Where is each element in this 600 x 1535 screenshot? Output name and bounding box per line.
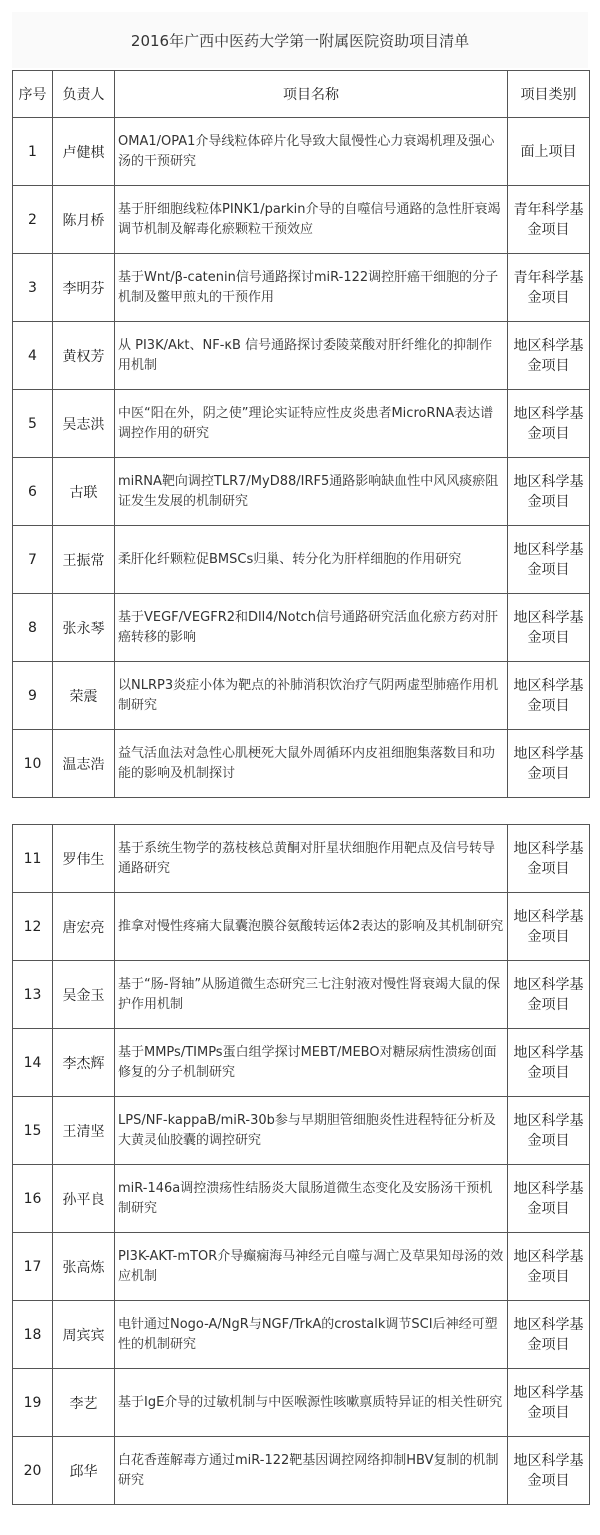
header-category: 项目类别: [508, 71, 590, 118]
row-category: 青年科学基金项目: [508, 186, 590, 254]
row-person: 卢健棋: [53, 118, 115, 186]
row-category: 地区科学基金项目: [508, 1029, 590, 1097]
row-project-name: 以NLRP3炎症小体为靶点的补肺消积饮治疗气阴两虚型肺癌作用机制研究: [115, 662, 508, 730]
row-project-name: 电针通过Nogo-A/NgR与NGF/TrkA的crostalk调节SCI后神经可塑性的机制研究: [115, 1301, 508, 1369]
row-project-name: PI3K-AKT-mTOR介导癫痫海马神经元自噬与凋亡及草果知母汤的效应机制: [115, 1233, 508, 1301]
header-person: 负责人: [53, 71, 115, 118]
row-number: 9: [13, 662, 53, 730]
table-row: [13, 322, 590, 390]
row-category: 地区科学基金项目: [508, 1437, 590, 1505]
row-person: 邱华: [53, 1437, 115, 1505]
row-person: 王振常: [53, 526, 115, 594]
table-row: [13, 1437, 590, 1505]
table-row: [13, 893, 590, 961]
row-number: 15: [13, 1097, 53, 1165]
row-project-name: 益气活血法对急性心肌梗死大鼠外周循环内皮祖细胞集落数目和功能的影响及机制探讨: [115, 730, 508, 798]
table-row: [13, 730, 590, 798]
table-row: [13, 825, 590, 893]
row-project-name: 柔肝化纤颗粒促BMSCs归巢、转分化为肝样细胞的作用研究: [115, 526, 508, 594]
row-person: 李明芬: [53, 254, 115, 322]
row-number: 13: [13, 961, 53, 1029]
row-number: 1: [13, 118, 53, 186]
row-category: 地区科学基金项目: [508, 1097, 590, 1165]
row-number: 11: [13, 825, 53, 893]
row-category: 地区科学基金项目: [508, 825, 590, 893]
row-person: 吴金玉: [53, 961, 115, 1029]
row-project-name: 基于IgE介导的过敏机制与中医喉源性咳嗽禀质特异证的相关性研究: [115, 1369, 508, 1437]
table-row: [13, 662, 590, 730]
row-project-name: 白花香莲解毒方通过miR-122靶基因调控网络抑制HBV复制的机制研究: [115, 1437, 508, 1505]
row-person: 李艺: [53, 1369, 115, 1437]
row-project-name: 中医“阳在外，阴之使”理论实证特应性皮炎患者MicroRNA表达谱调控作用的研究: [115, 390, 508, 458]
table-row: [13, 390, 590, 458]
row-number: 4: [13, 322, 53, 390]
row-project-name: LPS/NF-kappaB/miR-30b参与早期胆管细胞炎性进程特征分析及大黄灵仙胶囊的调控研究: [115, 1097, 508, 1165]
row-person: 张高炼: [53, 1233, 115, 1301]
row-category: 地区科学基金项目: [508, 526, 590, 594]
row-person: 罗伟生: [53, 825, 115, 893]
row-number: 10: [13, 730, 53, 798]
row-person: 黄权芳: [53, 322, 115, 390]
row-category: 地区科学基金项目: [508, 390, 590, 458]
row-person: 温志浩: [53, 730, 115, 798]
table-row: [13, 1301, 590, 1369]
row-category: 地区科学基金项目: [508, 893, 590, 961]
row-category: 面上项目: [508, 118, 590, 186]
table-row: [13, 961, 590, 1029]
row-person: 古联: [53, 458, 115, 526]
row-project-name: 基于肝细胞线粒体PINK1/parkin介导的自噬信号通路的急性肝衰竭调节机制及解毒化瘀颗粒干预效应: [115, 186, 508, 254]
row-number: 2: [13, 186, 53, 254]
row-category: 地区科学基金项目: [508, 458, 590, 526]
project-table-part-1: [12, 70, 590, 798]
table-header-row: [13, 71, 590, 118]
row-project-name: 基于Wnt/β-catenin信号通路探讨miR-122调控肝癌干细胞的分子机制及鳖甲煎丸的干预作用: [115, 254, 508, 322]
row-person: 唐宏亮: [53, 893, 115, 961]
table-row: [13, 254, 590, 322]
table-row: [13, 1369, 590, 1437]
row-category: 地区科学基金项目: [508, 730, 590, 798]
row-number: 18: [13, 1301, 53, 1369]
table-row: [13, 1165, 590, 1233]
row-person: 吴志洪: [53, 390, 115, 458]
table-row: [13, 1233, 590, 1301]
row-number: 16: [13, 1165, 53, 1233]
row-project-name: 基于“肠-肾轴”从肠道微生态研究三七注射液对慢性肾衰竭大鼠的保护作用机制: [115, 961, 508, 1029]
row-number: 6: [13, 458, 53, 526]
project-table-part-2: [12, 824, 590, 1505]
row-number: 17: [13, 1233, 53, 1301]
row-number: 8: [13, 594, 53, 662]
page-title: 2016年广西中医药大学第一附属医院资助项目清单: [12, 12, 588, 68]
row-category: 地区科学基金项目: [508, 594, 590, 662]
row-project-name: 基于MMPs/TIMPs蛋白组学探讨MEBT/MEBO对糖尿病性溃疡创面修复的分子机制研究: [115, 1029, 508, 1097]
table-row: [13, 1029, 590, 1097]
header-no: 序号: [13, 71, 53, 118]
header-project: 项目名称: [115, 71, 508, 118]
row-number: 12: [13, 893, 53, 961]
row-category: 青年科学基金项目: [508, 254, 590, 322]
row-project-name: 推拿对慢性疼痛大鼠囊泡膜谷氨酸转运体2表达的影响及其机制研究: [115, 893, 508, 961]
row-project-name: 从 PI3K/Akt、NF-κB 信号通路探讨委陵菜酸对肝纤维化的抑制作用机制: [115, 322, 508, 390]
table-row: [13, 594, 590, 662]
row-number: 5: [13, 390, 53, 458]
row-person: 王清坚: [53, 1097, 115, 1165]
row-person: 张永琴: [53, 594, 115, 662]
row-project-name: 基于VEGF/VEGFR2和Dll4/Notch信号通路研究活血化瘀方药对肝癌转移的影响: [115, 594, 508, 662]
row-category: 地区科学基金项目: [508, 322, 590, 390]
row-category: 地区科学基金项目: [508, 662, 590, 730]
row-category: 地区科学基金项目: [508, 1301, 590, 1369]
row-number: 20: [13, 1437, 53, 1505]
row-project-name: 基于系统生物学的荔枝核总黄酮对肝星状细胞作用靶点及信号转导通路研究: [115, 825, 508, 893]
row-project-name: miRNA靶向调控TLR7/MyD88/IRF5通路影响缺血性中风风痰瘀阻证发生发展的机制研究: [115, 458, 508, 526]
row-category: 地区科学基金项目: [508, 1369, 590, 1437]
row-number: 7: [13, 526, 53, 594]
row-project-name: OMA1/OPA1介导线粒体碎片化导致大鼠慢性心力衰竭机理及强心汤的干预研究: [115, 118, 508, 186]
table-row: [13, 118, 590, 186]
row-category: 地区科学基金项目: [508, 1233, 590, 1301]
table-row: [13, 458, 590, 526]
row-person: 陈月桥: [53, 186, 115, 254]
table-row: [13, 186, 590, 254]
row-person: 孙平良: [53, 1165, 115, 1233]
row-category: 地区科学基金项目: [508, 1165, 590, 1233]
row-person: 荣震: [53, 662, 115, 730]
row-project-name: miR-146a调控溃疡性结肠炎大鼠肠道微生态变化及安肠汤干预机制研究: [115, 1165, 508, 1233]
table-row: [13, 526, 590, 594]
row-number: 14: [13, 1029, 53, 1097]
row-number: 19: [13, 1369, 53, 1437]
row-category: 地区科学基金项目: [508, 961, 590, 1029]
row-person: 李杰辉: [53, 1029, 115, 1097]
row-person: 周宾宾: [53, 1301, 115, 1369]
table-row: [13, 1097, 590, 1165]
row-number: 3: [13, 254, 53, 322]
